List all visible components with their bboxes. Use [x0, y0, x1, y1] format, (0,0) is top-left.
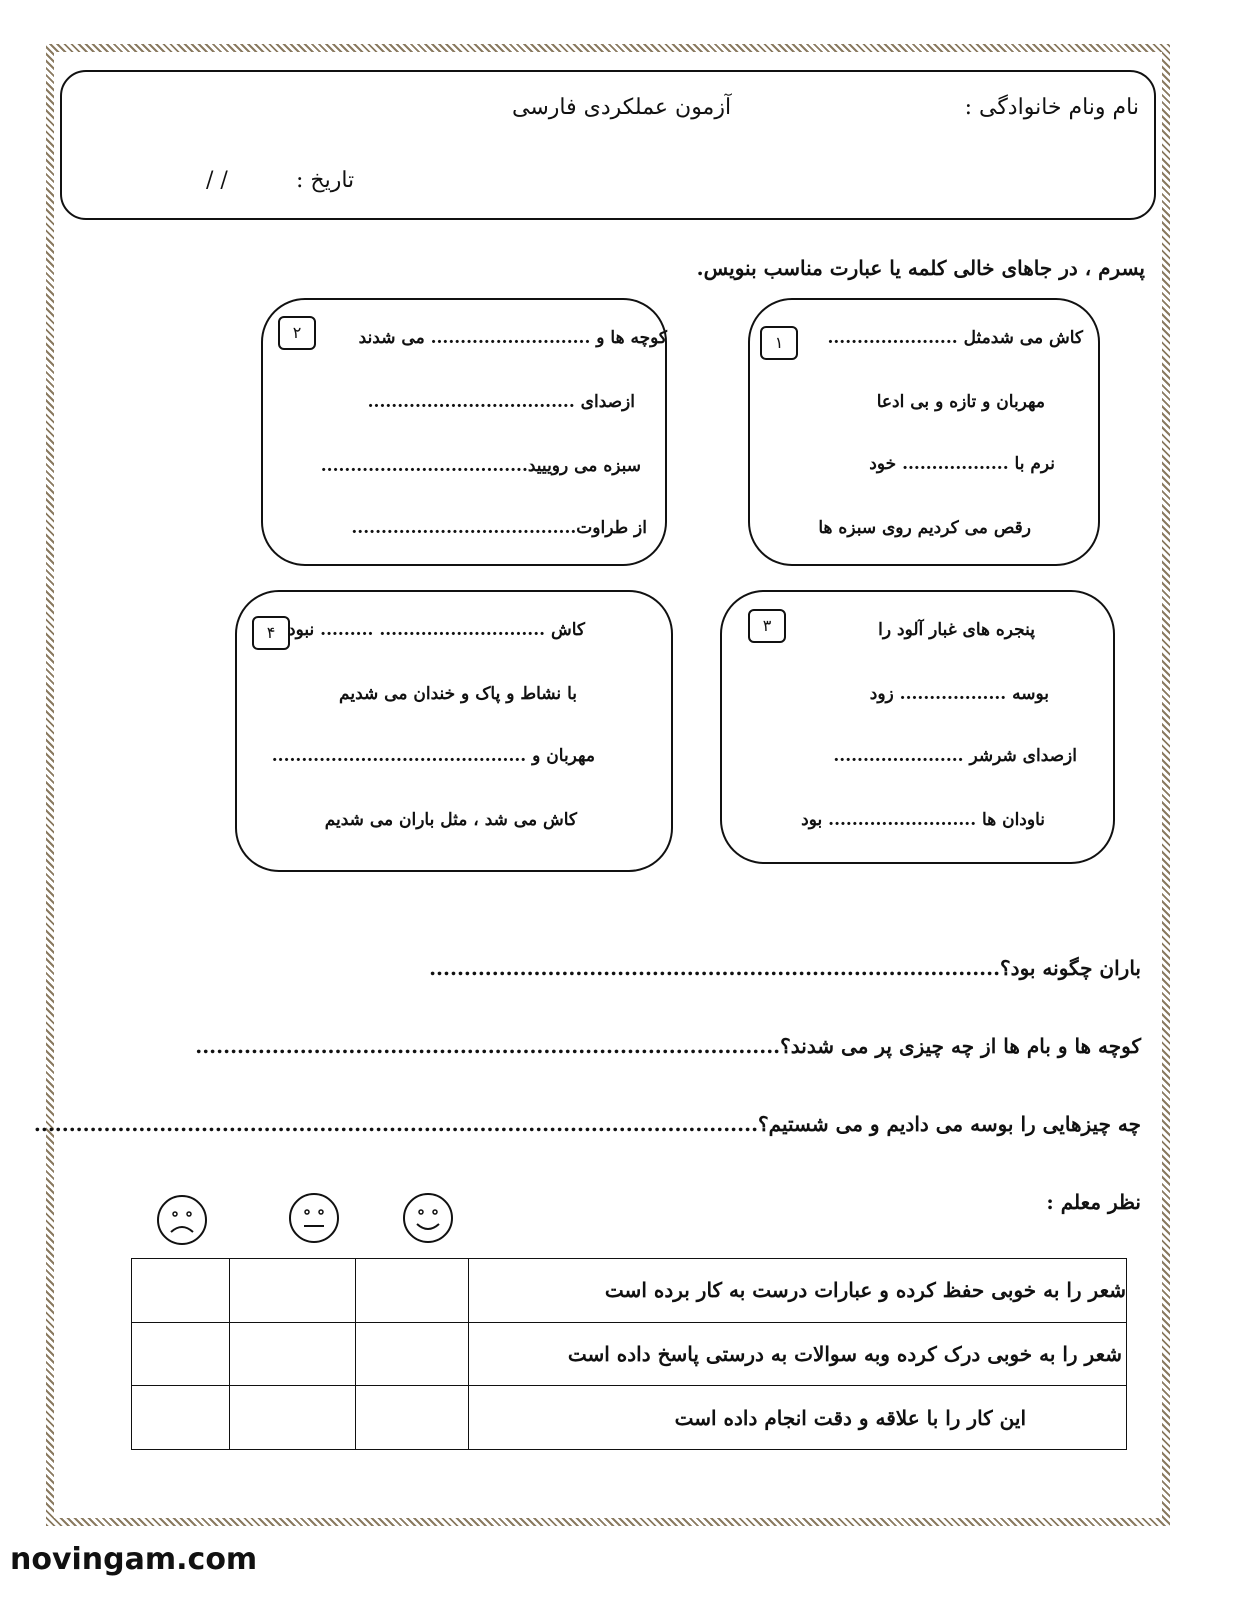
box-1-line-1: کاش می شدمثل ......................	[827, 328, 1083, 348]
box-1-line-4: رقص می کردیم روی سبزه ها	[818, 518, 1031, 538]
name-label: نام ونام خانوادگی :	[964, 95, 1139, 120]
box-4-line-3: مهربان و ...........................................	[271, 746, 595, 766]
question-3: چه چیزهایی را بوسه می دادیم و می شستیم؟........................................................................................................	[33, 1112, 1141, 1136]
neutral-cell[interactable]	[229, 1322, 355, 1386]
question-2: کوچه ها و بام ها از چه چیزی پر می شدند؟....................................................................................	[195, 1034, 1141, 1058]
box-1-line-3: نرم با .................. خود	[869, 454, 1055, 474]
sad-cell[interactable]	[132, 1259, 230, 1323]
table-row	[132, 1386, 1127, 1450]
neutral-cell[interactable]	[229, 1259, 355, 1323]
happy-cell[interactable]	[355, 1386, 469, 1450]
box-4-line-1: کاش ............................ ......... نبود	[288, 620, 585, 640]
date-slashes: / /	[206, 168, 228, 193]
box-2-line-4: از طراوت......................................	[351, 518, 647, 538]
box-3-line-2: بوسه .................. زود	[869, 684, 1049, 704]
exam-title: آزمون عملکردی فارسی	[512, 95, 732, 120]
box-2-number: ۲	[278, 316, 316, 350]
box-3-line-1: پنجره های غبار آلود را	[878, 620, 1035, 640]
box-3-number: ۳	[748, 609, 786, 643]
box-4-number: ۴	[252, 616, 290, 650]
table-row	[132, 1259, 1127, 1323]
header-box	[60, 70, 1156, 220]
box-1-number: ۱	[760, 326, 798, 360]
neutral-cell[interactable]	[229, 1386, 355, 1450]
criterion-3: این کار را با علاقه و دقت انجام داده است	[469, 1386, 1127, 1450]
box-3-line-3: ازصدای شرشر ......................	[833, 746, 1077, 766]
criterion-1: شعر را به خوبی حفظ کرده و عبارات درست به کار برده است	[469, 1259, 1127, 1323]
table-row	[132, 1322, 1127, 1386]
box-4-line-2: با نشاط و پاک و خندان می شدیم	[339, 684, 577, 704]
neutral-face-icon	[288, 1192, 340, 1244]
evaluation-table	[131, 1258, 1127, 1450]
teacher-label: نظر معلم :	[1046, 1190, 1141, 1214]
sad-face-icon	[156, 1194, 208, 1246]
question-1: باران چگونه بود؟..................................................................................	[429, 956, 1141, 980]
box-1-line-2: مهربان و تازه و بی ادعا	[876, 392, 1045, 412]
sad-cell[interactable]	[132, 1322, 230, 1386]
box-2-line-3: سبزه می روییید...................................	[320, 456, 641, 476]
site-watermark: novingam.com	[10, 1542, 258, 1577]
criterion-2: شعر را به خوبی درک کرده وبه سوالات به درستی پاسخ داده است	[469, 1322, 1127, 1386]
date-label: تاریخ :	[296, 168, 355, 193]
box-2-line-2: ازصدای ...................................	[367, 392, 635, 412]
happy-cell[interactable]	[355, 1259, 469, 1323]
instruction: پسرم ، در جاهای خالی کلمه یا عبارت مناسب بنویس.	[696, 256, 1145, 280]
box-3-line-4: ناودان ها ......................... بود	[801, 810, 1045, 830]
box-2-line-1: کوچه ها و ........................... می شدند	[358, 328, 667, 348]
box-4-line-4: کاش می شد ، مثل باران می شدیم	[324, 810, 577, 830]
happy-face-icon	[402, 1192, 454, 1244]
sad-cell[interactable]	[132, 1386, 230, 1450]
happy-cell[interactable]	[355, 1322, 469, 1386]
